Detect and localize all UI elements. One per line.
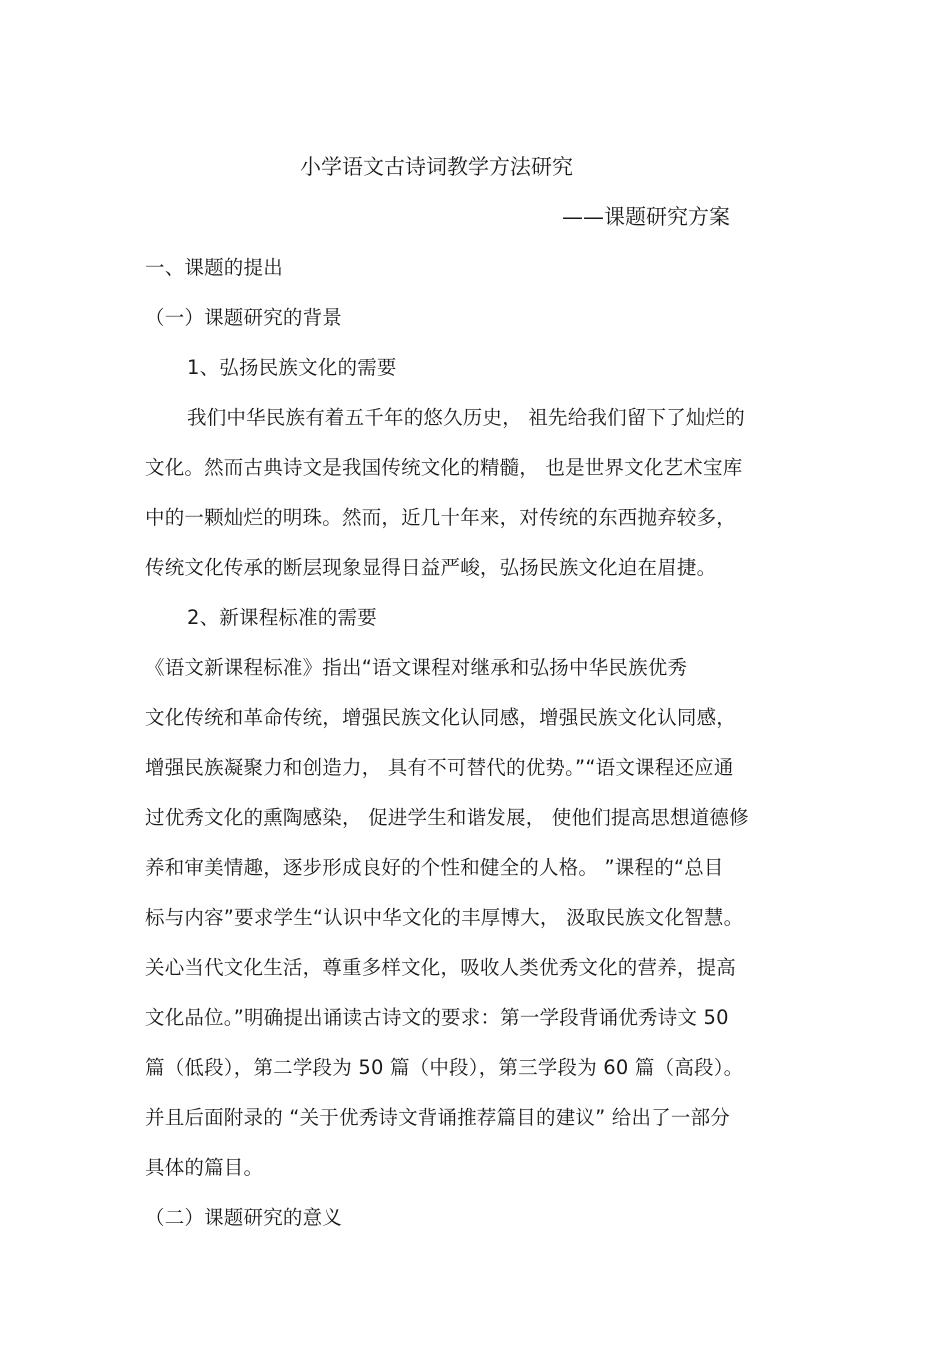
paragraph-line: 我们中华民族有着五千年的悠久历史， 祖先给我们留下了灿烂的 — [187, 406, 745, 429]
paragraph-line: 文化传统和革命传统，增强民族文化认同感，增强民族文化认同感， — [145, 706, 737, 729]
paragraph-line: 文化。然而古典诗文是我国传统文化的精髓， 也是世界文化艺术宝库 — [145, 456, 743, 479]
document-subtitle: ——课题研究方案 — [562, 205, 730, 229]
paragraph-line: 传统文化传承的断层现象显得日益严峻，弘扬民族文化迫在眉捷。 — [145, 556, 717, 579]
paragraph-line: 关心当代文化生活，尊重多样文化，吸收人类优秀文化的营养，提高 — [145, 956, 737, 979]
paragraph-line: 增强民族凝聚力和创造力， 具有不可替代的优势。”“语文课程还应通 — [145, 756, 734, 779]
paragraph-line: 文化品位。”明确提出诵读古诗文的要求：第一学段背诵优秀诗文 50 — [145, 1006, 729, 1029]
paragraph-line: 中的一颗灿烂的明珠。然而，近几十年来，对传统的东西抛弃较多， — [145, 506, 737, 529]
paragraph-line: 篇（低段），第二学段为 50 篇（中段），第三学段为 60 篇（高段）。 — [145, 1056, 744, 1079]
item-heading: 1、弘扬民族文化的需要 — [187, 356, 397, 379]
document-title: 小学语文古诗词教学方法研究 — [300, 155, 573, 179]
item-heading: 2、新课程标准的需要 — [187, 606, 377, 629]
paragraph-line: 《语文新课程标准》指出“语文课程对继承和弘扬中华民族优秀 — [145, 656, 688, 679]
section-heading: 一、课题的提出 — [145, 256, 283, 279]
subsection-heading: （二）课题研究的意义 — [145, 1206, 343, 1229]
paragraph-line: 具体的篇目。 — [145, 1156, 264, 1179]
subsection-heading: （一）课题研究的背景 — [145, 306, 343, 329]
paragraph-line: 过优秀文化的熏陶感染， 促进学生和谐发展， 使他们提高思想道德修 — [145, 806, 749, 829]
paragraph-line: 养和审美情趣，逐步形成良好的个性和健全的人格。 ”课程的“总目 — [145, 856, 724, 879]
paragraph-line: 并且后面附录的 “关于优秀诗文背诵推荐篇目的建议” 给出了一部分 — [145, 1106, 731, 1129]
paragraph-line: 标与内容”要求学生“认识中华文化的丰厚博大， 汲取民族文化智慧。 — [145, 906, 744, 929]
